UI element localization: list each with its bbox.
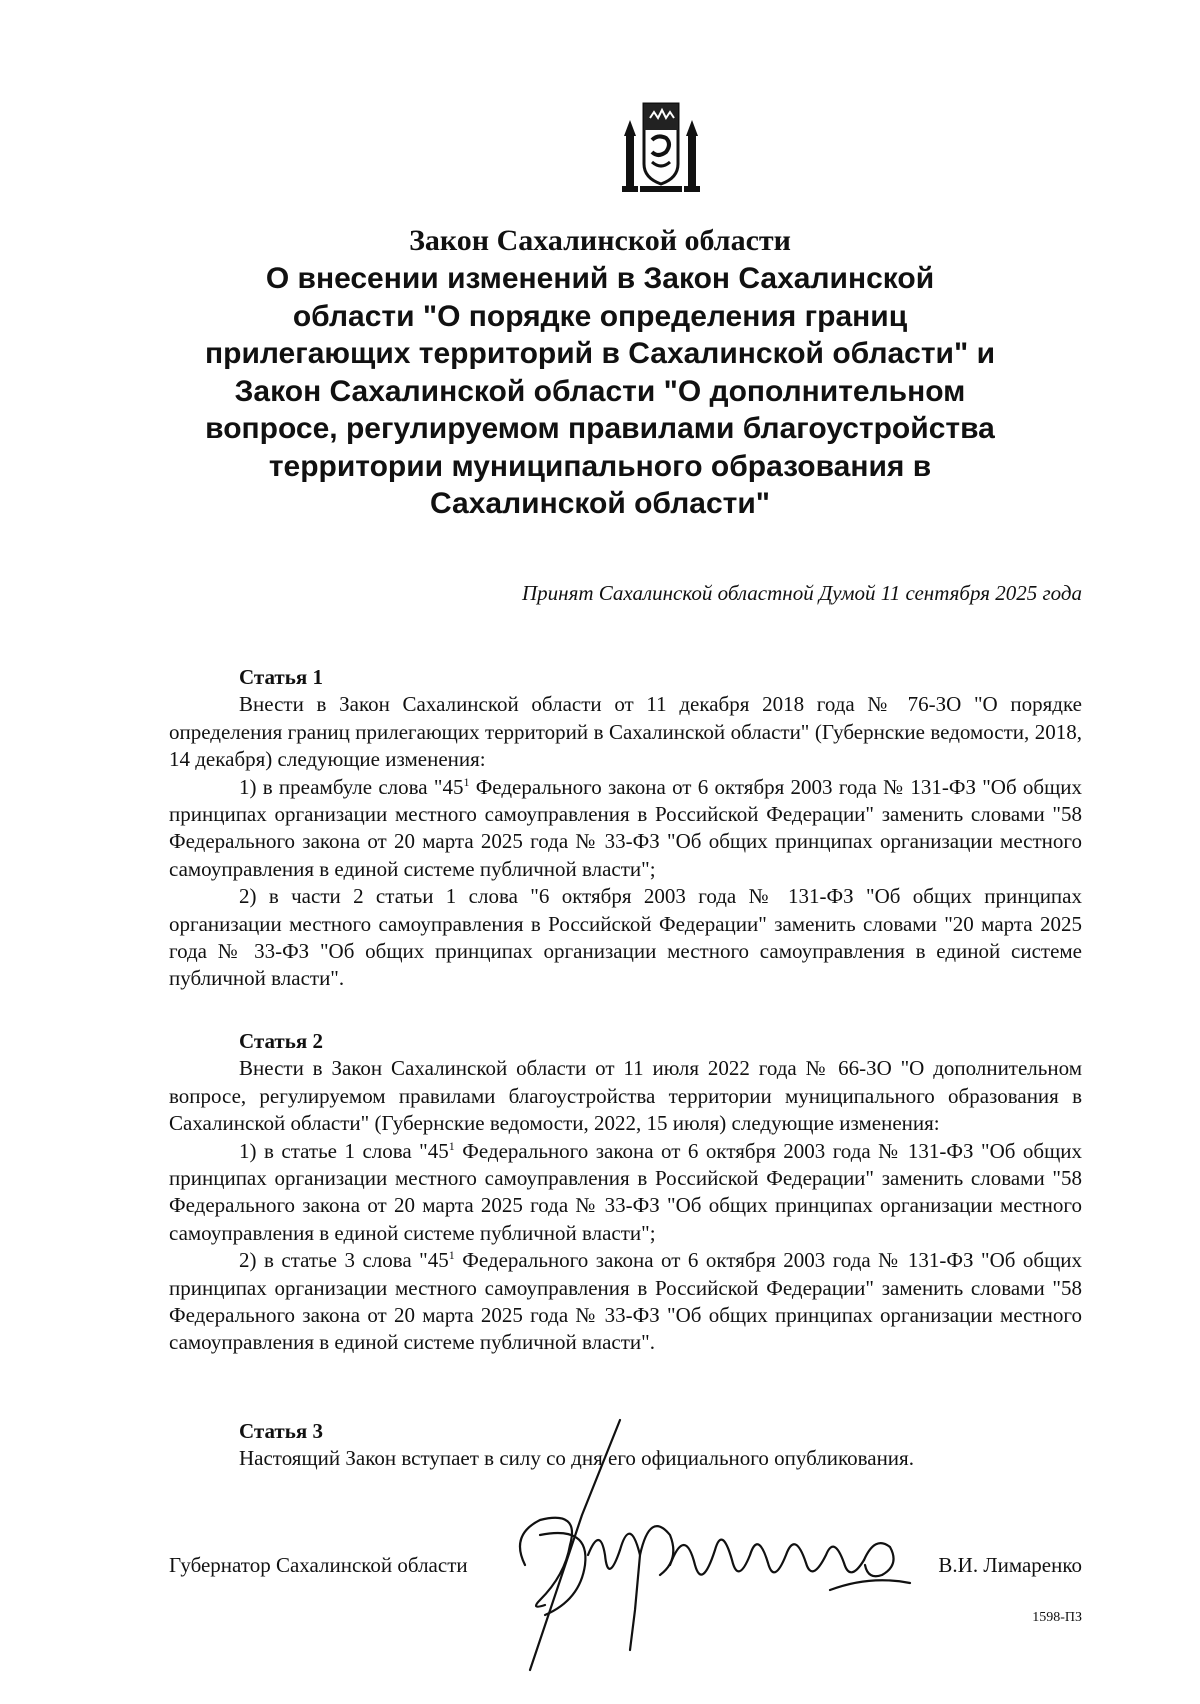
- item-text: Федерального закона от 6 октября 2003 года № 131-ФЗ "Об общих принципах организации местного самоуправления в Российской Федерации" заменить словами "58 Федерального закона от 20 марта 2025 года № 33-ФЗ "Об общих принципах организации местного самоуправления в единой системе публичной власти";: [169, 774, 1082, 881]
- article-1: [169, 664, 1082, 993]
- signatory-position: Губернатор Сахалинской области: [169, 1553, 468, 1577]
- item-text: 1) в статье 1 слова "45: [239, 1138, 449, 1163]
- article-text: Настоящий Закон вступает в силу со дня его официального опубликования.: [239, 1446, 914, 1471]
- article-item: [169, 1247, 1082, 1357]
- item-text: 1) в преамбуле слова "45: [239, 774, 464, 799]
- title-line: Сахалинской области": [429, 487, 770, 520]
- article-heading: Статья 1: [239, 665, 323, 689]
- article-intro: Внести в Закон Сахалинской области от 11 июля 2022 года № 66-ЗО "О дополнительном вопросе, регулируемом правилами благоустройства территории муниципального образования в Сахалинской области" (Губернские ведомости, 2022, 15 июля) следующие изменения:: [169, 1056, 1082, 1136]
- coat-of-arms-emblem-icon: [622, 100, 700, 196]
- superscript: 1: [448, 1248, 455, 1263]
- superscript: 1: [448, 1138, 455, 1153]
- law-kind-heading: Закон Сахалинской области: [409, 224, 791, 257]
- title-line: О внесении изменений в Закон Сахалинской: [265, 262, 935, 295]
- article-2: [169, 1028, 1082, 1357]
- item-text: Федерального закона от 6 октября 2003 года № 131-ФЗ "Об общих принципах организации местного самоуправления в Российской Федерации" заменить словами "58 Федерального закона от 20 марта 2025 года № 33-ФЗ "Об общих принципах организации местного самоуправления в единой системе публичной власти".: [169, 1248, 1083, 1355]
- article-heading: Статья 2: [239, 1029, 323, 1053]
- title-line: территории муниципального образования в: [268, 449, 932, 483]
- item-text: Федерального закона от 6 октября 2003 года № 131-ФЗ "Об общих принципах организации местного самоуправления в Российской Федерации" заменить словами "58 Федерального закона от 20 марта 2025 года № 33-ФЗ "Об общих принципах организации местного самоуправления в единой системе публичной власти";: [169, 1138, 1083, 1245]
- superscript: 1: [463, 774, 470, 789]
- article-3: [169, 1418, 1082, 1473]
- title-line: области "О порядке определения границ: [292, 299, 908, 333]
- title-line: вопросе, регулируемом правилами благоустройства: [205, 412, 995, 445]
- adoption-note: Принят Сахалинской областной Думой 11 сентября 2025 года: [521, 581, 1082, 605]
- title-line: прилегающих территорий в Сахалинской области" и: [205, 337, 996, 370]
- signature-block: [169, 1552, 1082, 1580]
- article-item: [169, 774, 1082, 884]
- article-item: [169, 1138, 1082, 1248]
- item-text: 2) в статье 3 слова "45: [239, 1248, 449, 1273]
- article-item: 2) в части 2 статьи 1 слова "6 октября 2003 года № 131-ФЗ "Об общих принципах организации местного самоуправления в Российской Федерации" заменить словами "20 марта 2025 года № 33-ФЗ "Об общих принципах организации местного самоуправления в единой системе публичной власти".: [169, 884, 1082, 991]
- law-title: [205, 260, 995, 523]
- article-heading: Статья 3: [239, 1419, 323, 1443]
- signatory-name: В.И. Лимаренко: [938, 1553, 1082, 1577]
- title-line: Закон Сахалинской области "О дополнительном: [234, 374, 966, 408]
- article-intro: Внести в Закон Сахалинской области от 11 декабря 2018 года № 76-ЗО "О порядке определения границ прилегающих территорий в Сахалинской области" (Губернские ведомости, 2018, 14 декабря) следующие изменения:: [169, 692, 1082, 772]
- document-code: 1598-ПЗ: [1032, 1610, 1082, 1625]
